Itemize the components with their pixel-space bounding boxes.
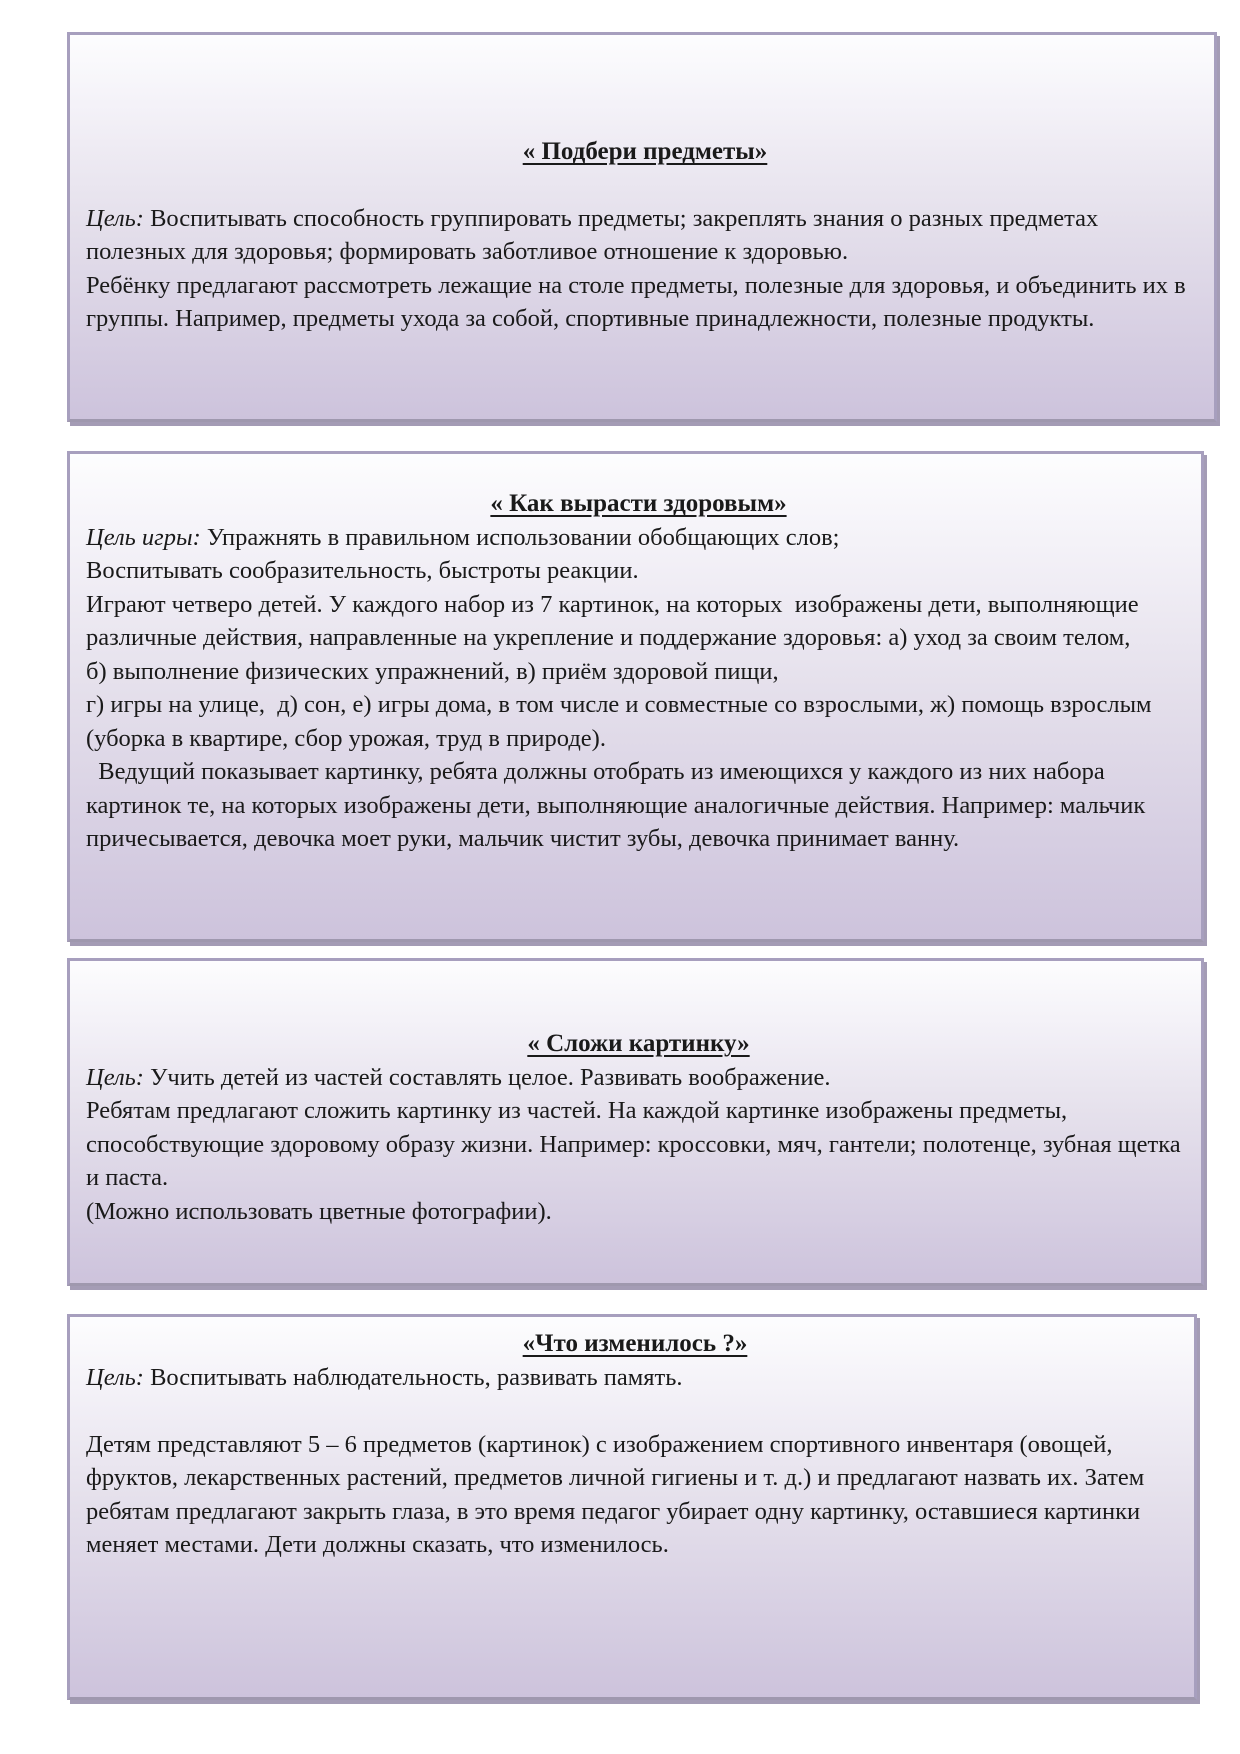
- game-card-podberi-predmety: [67, 32, 1217, 422]
- card-goal: [86, 202, 1204, 269]
- goal-label: Цель:: [86, 1063, 144, 1091]
- card-title: « Подбери предметы»: [522, 138, 768, 165]
- goal-label: Цель:: [86, 1363, 144, 1391]
- card-body-paragraph: г) игры на улице, д) сон, е) игры дома, в том числе и совместные со взрослыми, ж) помощь взрослым (уборка в квартире, сбор урожая, труд в природе).: [86, 691, 1158, 752]
- card-body-paragraph: б) выполнение физических упражнений, в) приём здоровой пищи,: [86, 657, 779, 685]
- card-body-paragraph: Воспитывать сообразительность, быстроты реакции.: [86, 557, 639, 584]
- card-body-paragraph: Ведущий показывает картинку, ребята должны отобрать из имеющихся у каждого из них набора картинок те, на которых изображены дети, выполняющие аналогичные действия. Например: мальчик причесывается, девочка моет руки, мальчик чистит зубы, девочка принимает ванну.: [86, 758, 1152, 852]
- goal-text: Упражнять в правильном использовании обобщающих слов;: [200, 523, 840, 551]
- card-body-paragraph: Играют четверо детей. У каждого набор из 7 картинок, на которых изображены дети, выполняющие различные действия, направленные на укрепление и поддержание здоровья: а) уход за своим телом,: [86, 590, 1145, 651]
- card-goal: [86, 521, 1191, 555]
- card-body-paragraph: Детям представляют 5 – 6 предметов (картинок) с изображением спортивного инвентаря (овощей, фруктов, лекарственных растений, предметов личной гигиены и т. д.) и предлагают назвать их. Затем ребятам предлагают закрыть глаза, в это время педагог убирает одну картинку, оставшиеся картинки меняет местами. Дети должны сказать, что изменилось.: [86, 1430, 1151, 1558]
- card-goal: [86, 1061, 1191, 1095]
- card-goal: [86, 1361, 1184, 1395]
- card-body-paragraph: Ребёнку предлагают рассмотреть лежащие на столе предметы, полезные для здоровья, и объединить их в группы. Например, предметы ухода за собой, спортивные принадлежности, полезные продукты.: [86, 271, 1192, 332]
- card-body-spacer: [86, 1394, 1184, 1428]
- card-title: « Сложи картинку»: [527, 1030, 750, 1057]
- goal-text: Воспитывать наблюдательность, развивать память.: [143, 1363, 683, 1391]
- goal-text: Воспитывать способность группировать предметы; закреплять знания о разных предметах полезных для здоровья; формировать заботливое отношение к здоровью.: [86, 204, 1105, 265]
- game-card-chto-izmenilos: [67, 1314, 1197, 1700]
- game-card-kak-vyrasti-zdorovym: [67, 451, 1204, 942]
- game-card-slozhi-kartinku: [67, 958, 1204, 1286]
- card-title: « Как вырасти здоровым»: [490, 490, 787, 517]
- goal-label: Цель:: [86, 204, 144, 232]
- card-body-paragraph: Ребятам предлагают сложить картинку из частей. На каждой картинке изображены предметы, способствующие здоровому образу жизни. Например: кроссовки, мяч, гантели; полотенце, зубная щетка и паста.: [86, 1097, 1187, 1191]
- card-title: «Что изменилось ?»: [522, 1330, 748, 1357]
- card-body-paragraph: (Можно использовать цветные фотографии).: [86, 1197, 552, 1225]
- goal-text: Учить детей из частей составлять целое. Развивать воображение.: [143, 1063, 831, 1091]
- goal-label: Цель игры:: [86, 523, 201, 551]
